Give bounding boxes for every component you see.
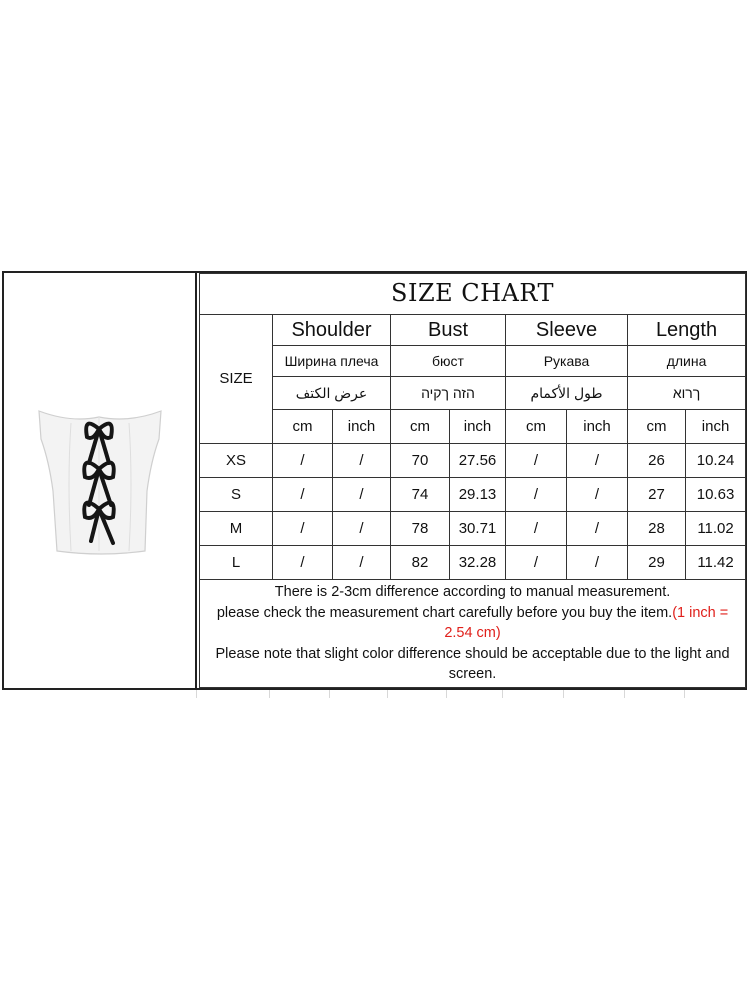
value-cell: 32.28 [450,545,506,579]
header-shoulder-alt: عرض الكتف [273,377,391,410]
value-cell: / [333,443,391,477]
value-cell: / [333,545,391,579]
value-cell: 10.24 [686,443,746,477]
value-cell: / [506,477,567,511]
header-bust-ru: бюст [391,346,506,377]
grid-remnant [502,690,503,698]
value-cell: / [273,511,333,545]
value-cell: 29.13 [450,477,506,511]
size-chart-frame [2,271,747,690]
size-cell: S [200,477,273,511]
note-check-chart: please check the measurement chart carefully before you buy the item. [216,604,673,621]
size-column-header: SIZE [200,315,273,443]
unit-cell: cm [628,410,686,443]
header-bust-alt: הזה ךקיה [391,377,506,410]
grid-remnant [387,690,388,698]
grid-remnant [563,690,564,698]
value-cell: 78 [391,511,450,545]
grid-remnant [446,690,447,698]
grid-remnant [624,690,625,698]
value-cell: / [333,511,391,545]
size-chart-table [199,273,746,688]
unit-cell: inch [333,410,391,443]
value-cell: 74 [391,477,450,511]
header-bust: Bust [391,315,506,346]
value-cell: / [333,477,391,511]
table-row [200,443,746,477]
header-shoulder-ru: Ширина плеча [273,346,391,377]
unit-cell: cm [506,410,567,443]
table-row [200,511,746,545]
header-sleeve: Sleeve [506,315,628,346]
size-cell: XS [200,443,273,477]
chart-title: SIZE CHART [200,274,746,315]
value-cell: / [567,477,628,511]
value-cell: 11.02 [686,511,746,545]
note-inch-conversion: (1 inch = 2.54 cm) [444,604,729,642]
notes-cell [200,580,746,688]
grid-remnant [684,690,685,698]
unit-cell: inch [567,410,628,443]
value-cell: 10.63 [686,477,746,511]
value-cell: 27 [628,477,686,511]
value-cell: 82 [391,545,450,579]
value-cell: 29 [628,545,686,579]
value-cell: / [273,443,333,477]
size-cell: L [200,545,273,579]
product-photo-cell [4,273,197,688]
grid-remnant [329,690,330,698]
value-cell: / [273,545,333,579]
unit-cell: cm [391,410,450,443]
header-sleeve-alt: طول الأكمام [506,377,628,410]
note-color-difference: Please note that slight color difference should be acceptable due to the light and screen. [215,645,730,683]
unit-cell: inch [450,410,506,443]
grid-remnant [196,690,197,698]
table-row [200,545,746,579]
value-cell: / [567,511,628,545]
value-cell: / [506,545,567,579]
value-cell: 28 [628,511,686,545]
value-cell: 26 [628,443,686,477]
note-measurement-difference: There is 2-3cm difference according to manual measurement. [274,584,671,601]
value-cell: / [506,443,567,477]
table-row [200,477,746,511]
value-cell: 11.42 [686,545,746,579]
value-cell: 30.71 [450,511,506,545]
value-cell: / [567,443,628,477]
value-cell: / [273,477,333,511]
unit-cell: inch [686,410,746,443]
value-cell: / [567,545,628,579]
grid-remnant [269,690,270,698]
strapless-bow-top-image [31,401,168,556]
header-length: Length [628,315,746,346]
header-shoulder: Shoulder [273,315,391,346]
header-sleeve-ru: Рукава [506,346,628,377]
value-cell: 27.56 [450,443,506,477]
value-cell: / [506,511,567,545]
header-length-alt: ךרוא [628,377,746,410]
header-length-ru: длина [628,346,746,377]
size-cell: M [200,511,273,545]
unit-cell: cm [273,410,333,443]
value-cell: 70 [391,443,450,477]
